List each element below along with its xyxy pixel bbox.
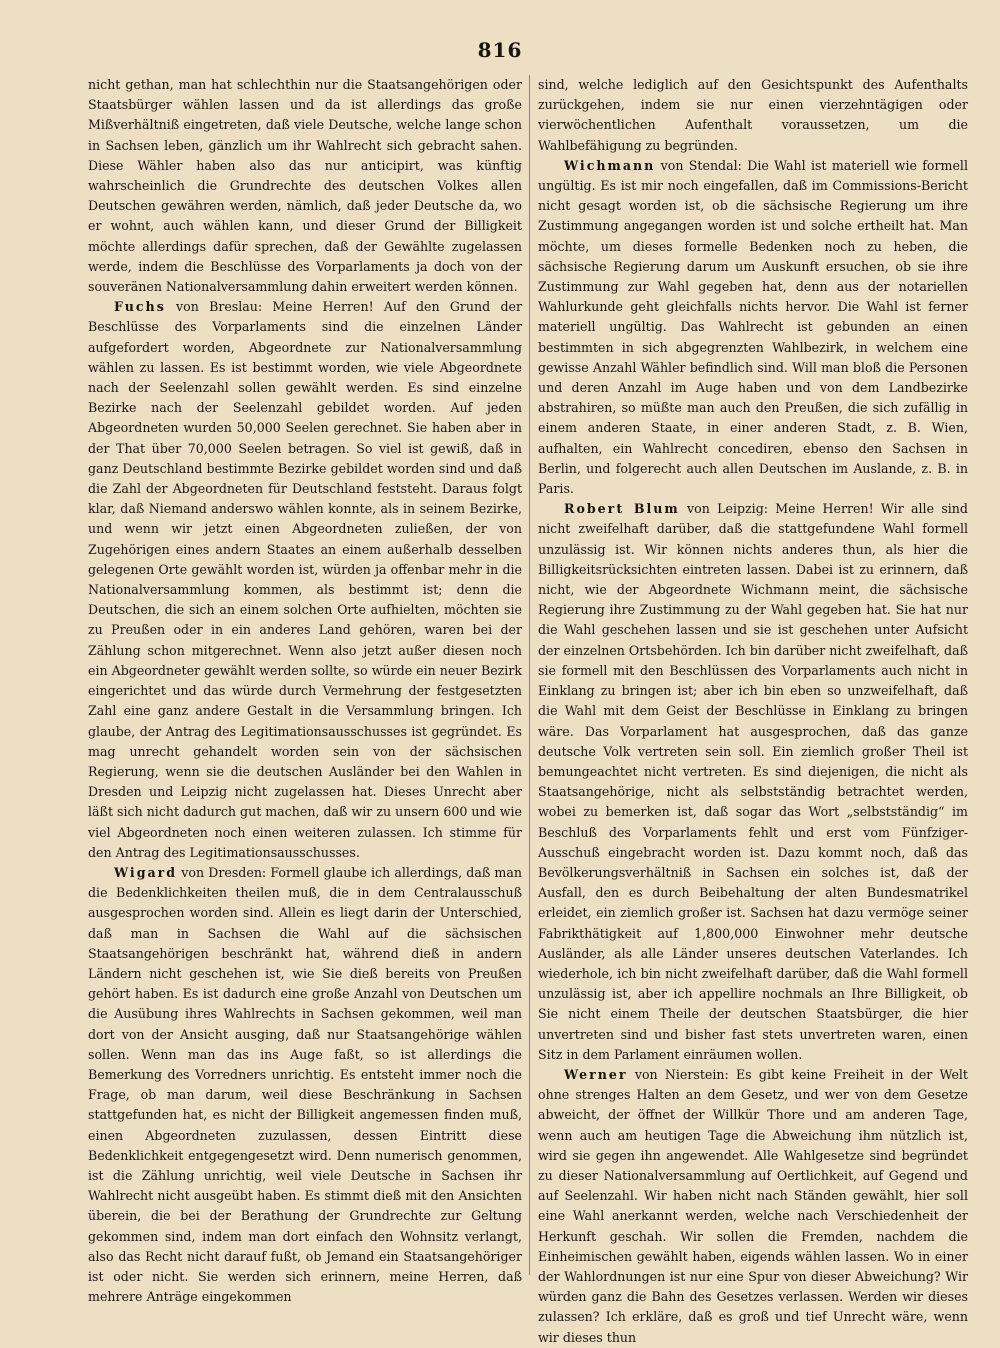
left-column [88,75,522,1305]
paragraph-text: nicht gethan, man hat schlechthin nur die Staatsangehörigen oder Staatsbürger wählen lassen und da ist allerdings das große Mißverhältniß eingetreten, daß viele Deutsche, welche lange schon in Sachsen leben, gänzlich um ihr Wahlrecht sich gebracht sahen. Diese Wähler haben also das nur anticipirt, was künftig wahrscheinlich die Grundrechte des deutschen Volkes allen Deutschen gewähren werden, nämlich, daß jeder Deutsche da, wo er wohnt, auch wählen kann, und dieser Grund der Billigkeit möchte allerdings dafür sprechen, daß der Gewählte zugelassen werde, indem die Beschlüsse des Vorparlaments ja doch von der souveränen Nationalversammlung dahin erweitert werden können. [88,77,522,295]
paragraph-text: von Nierstein: Es gibt keine Freiheit in der Welt ohne strenges Halten an dem Gesetz, und wer von dem Gesetze abweicht, der öffnet der Willkür Thore und am anderen Tage, wenn auch am heutigen Tage die Abweichung ihm nützlich ist, wird sie gegen ihn angewendet. Alle Wahlgesetze sind begründet zu dieser Nationalversammlung auf Oertlichkeit, auf Gegend und auf Seelenzahl. Wir haben nicht nach Ständen gewählt, hier soll eine Wahl anerkannt werden, welche nach Verschiedenheit der Herkunft geschah. Wir sollen die Fremden, nachdem die Einheimischen gewählt haben, eigends wählen lassen. Wo in einer der Wahlordnungen ist nur eine Spur von dieser Abweichung? Wir würden ganz die Bahn des Gesetzes verlassen. Werden wir dieses zulassen? Ich erkläre, daß es groß und tief Unrecht wäre, wenn wir dieses thun [538,1066,968,1345]
paragraph-text: von Breslau: Meine Herren! Auf den Grund der Beschlüsse des Vorparlaments sind die einzelnen Länder aufgefordert worden, Abgeordnete zur Nationalversammlung wählen zu lassen. Es ist bestimmt worden, wie viele Abgeordnete nach der Seelenzahl sollen gewählt werden. Es sind einzelne Bezirke nach der Seelenzahl gebildet worden. Auf jeden Abgeordneten wurden 50,000 Seelen gerechnet. Sie haben aber in der That über 70,000 Seelen betragen. So viel ist gewiß, daß in ganz Deutschland bestimmte Bezirke gebildet worden sind und daß die Zahl der Abgeordneten für Deutschland feststeht. Daraus folgt klar, daß Niemand anderswo wählen konnte, als in seinem Bezirke, und wenn wir jetzt einen Abgeordneten zuließen, der von Zugehörigen eines andern Staates an einem außerhalb desselben gelegenen Orte gewählt worden ist, würden ja offenbar mehr in die Nationalversammlung kommen, als bestimmt ist; denn die Deutschen, die sich an einem solchen Orte aufhielten, möchten sie zu Preußen oder in ein anderes Land gehören, waren bei der Zählung schon mitgerechnet. Wenn also jetzt außer diesen noch ein Abgeordneter gewählt werden sollte, so würde ein neuer Bezirk eingerichtet und das würde durch Vermehrung der festgesetzten Zahl eine ganz andere Gestalt in die Versammlung bringen. Ich glaube, der Antrag des Legitimationsausschusses ist gegründet. Es mag unrecht gehandelt worden sein von der sächsischen Regierung, wenn sie die deutschen Ausländer bei den Wahlen in Dresden und Leipzig nicht zugelassen hat. Dieses Unrecht aber läßt sich nicht dadurch gut machen, daß wir zu unsern 600 und wie viel Abgeordneten noch einen weiteren zulassen. Ich stimme für den Antrag des Legitimationsausschusses. [88,299,522,860]
speaker-name: Fuchs [114,299,166,315]
speaker-name: Wichmann [564,157,656,173]
paragraph [538,156,968,499]
paragraph-text: von Dresden: Formell glaube ich allerdings, daß man die Bedenklichkeiten theilen muß, die in dem Centralausschuß ausgesprochen worden sind. Allein es liegt darin der Unterschied, daß man in Sachsen die Wahl auf die sächsischen Staatsangehörigen beschränkt hat, während dieß in andern Ländern nicht geschehen ist, wie Sie dieß bereits von Preußen gehört haben. Es ist dadurch eine große Anzahl von Deutschen um die Ausübung ihres Wahlrechts in Sachsen gekommen, weil man dort von der Ansicht ausging, daß nur Staatsangehörige wählen sollen. Wenn man das ins Auge faßt, so ist allerdings die Bemerkung des Vorredners unrichtig. Es entsteht immer noch die Frage, ob man darum, weil diese Beschränkung in Sachsen stattgefunden hat, es nicht der Billigkeit angemessen finden muß, einen Abgeordneten zuzulassen, dessen Eintritt diese Bedenklichkeit entgegengesetzt wird. Denn numerisch genommen, ist die Zählung unrichtig, weil viele Deutsche in Sachsen ihr Wahlrecht nicht ausgeübt haben. Es stimmt dieß mit den Ansichten überein, die bei der Berathung der Grundrechte zur Geltung gekommen sind, indem man dort einfach den Wohnsitz verlangt, also das Recht nicht darauf fußt, ob Jemand ein Staatsangehöriger ist oder nicht. Sie werden sich erinnern, meine Herren, daß mehrere Anträge eingekommen [88,864,522,1305]
speaker-name: Wigard [114,864,178,880]
speaker-name: Werner [564,1066,628,1082]
paragraph [538,499,968,1065]
paragraph-text: von Leipzig: Meine Herren! Wir alle sind nicht zweifelhaft darüber, daß die stattgefundene Wahl formell unzulässig ist. Wir können nichts anderes thun, als hier die Billigkeitsrücksichten eintreten lassen. Dabei ist zu erinnern, daß nicht, wie der Abgeordnete Wichmann meint, die sächsische Regierung ihre Zustimmung zu der Wahl gegeben hat. Sie hat nur die Wahl geschehen lassen und sie ist geschehen unter Aufsicht der einzelnen Ortsbehörden. Ich bin darüber nicht zweifelhaft, daß sie formell mit den Beschlüssen des Vorparlaments auch nicht in Einklang zu bringen ist; aber ich bin eben so unzweifelhaft, daß die Wahl mit dem Geist der Beschlüsse in Einklang zu bringen wäre. Das Vorparlament hat ausgesprochen, daß das ganze deutsche Volk vertreten sein soll. Ein ziemlich großer Theil ist bemungeachtet nicht vertreten. Es sind diejenigen, die nicht als Staatsangehörige, nicht als selbstständig betrachtet werden, wobei zu bemerken ist, daß sogar das Wort „selbstständig“ im Beschluß des Vorparlaments fehlt und erst vom Fünfziger-Ausschuß eingebracht worden ist. Dazu kommt noch, daß das Bevölkerungsverhältniß in Sachsen ein solches ist, daß der Ausfall, den es durch Beibehaltung der alten Bundesmatrikel erleidet, ein ziemlich großer ist. Sachsen hat dazu vermöge seiner Fabrikthätigkeit auf 1,800,000 Einwohner mehr deutsche Ausländer, als alle Länder unseres deutschen Vaterlandes. Ich wiederhole, ich bin nicht zweifelhaft darüber, daß die Wahl formell unzulässig ist, aber ich appellire nochmals an Ihre Billigkeit, ob Sie nicht einem Theile der deutschen Staatsbürger, die hier unvertreten sind und bisher fast stets unvertreten waren, einen Sitz in dem Parlament einräumen wollen. [538,501,968,1062]
page-number: 816 [477,38,523,62]
right-column [538,75,968,1345]
paragraph-text: von Stendal: Die Wahl ist materiell wie formell ungültig. Es ist mir noch eingefallen, daß im Commissions-Bericht nicht gesagt worden ist, ob die sächsische Regierung um ihre Zustimmung angegangen worden ist und solche ertheilt hat. Man möchte, um dieses formelle Bedenken noch zu heben, die sächsische Regierung darum um Auskunft ersuchen, ob sie ihre Zustimmung zur Wahl gegeben hat, denn aus der notariellen Wahlurkunde geht gleichfalls nichts hervor. Die Wahl ist ferner materiell ungültig. Das Wahlrecht ist gebunden an einen bestimmten in sich abgegrenzten Wahlbezirk, in welchem eine gewisse Anzahl Wähler befindlich sind. Will man bloß die Personen und deren Anzahl im Auge haben und von dem Landbezirke abstrahiren, so müßte man auch den Preußen, die sich zufällig in einem anderen Staate, in einer anderen Stadt, z. B. Wien, aufhalten, ein Wahlrecht concediren, ebenso den Sachsen in Berlin, und folgerecht auch allen Deutschen im Auslande, z. B. in Paris. [538,157,968,497]
speaker-name: Robert Blum [564,501,680,517]
paragraph [88,75,522,297]
paragraph [538,1065,968,1348]
column-divider [529,75,530,1275]
paragraph [538,75,968,156]
paragraph-text: sind, welche lediglich auf den Gesichtspunkt des Aufenthalts zurückgehen, indem sie nur einen vierzehntägigen oder vierwöchentlichen Aufenthalt voraussetzen, um die Wahlbefähigung zu begründen. [538,77,968,153]
paragraph [88,297,522,863]
paragraph [88,863,522,1307]
